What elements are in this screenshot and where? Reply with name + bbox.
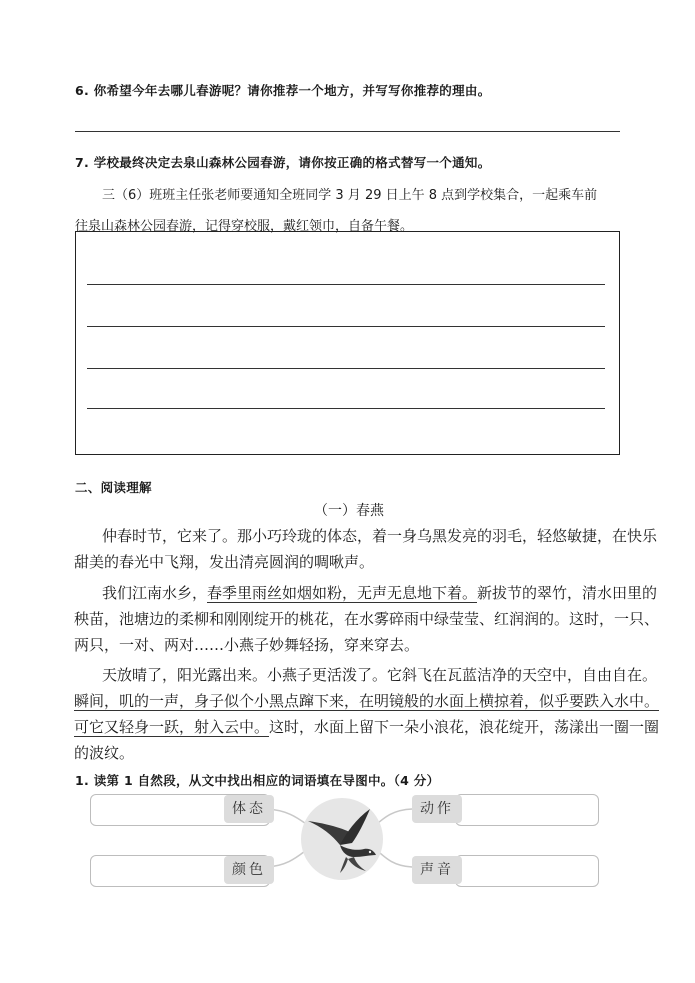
passage-p2-line-3: 两只，一对、两对……小燕子妙舞轻扬，穿来穿去。 bbox=[74, 636, 420, 654]
tag-action: 动作 bbox=[412, 795, 462, 823]
tag-color: 颜色 bbox=[224, 856, 274, 884]
question-7: 7. 学校最终决定去泉山森林公园春游，请你按正确的格式替写一个通知。 bbox=[75, 155, 491, 170]
answer-box-action[interactable] bbox=[455, 794, 599, 826]
passage-p3-line-3: 可它又轻身一跃，射入云中。这时，水面上留下一朵小浪花，浪花绽开，荡漾出一圈一圈 bbox=[74, 718, 660, 736]
writing-line-1[interactable] bbox=[87, 284, 605, 285]
passage-p1-line-2: 甜美的春光中飞翔，发出清亮圆润的啁啾声。 bbox=[74, 553, 375, 571]
swallow-icon bbox=[300, 797, 384, 881]
passage-p3-line-4: 的波纹。 bbox=[74, 744, 135, 762]
underlined-sentence-dive: 瞬间，叽的一声，身子似个小黑点蹿下来，在明镜般的水面上横掠着，似乎要跌入水中。 bbox=[74, 692, 660, 710]
question-6: 6. 你希望今年去哪儿春游呢？请你推荐一个地方，并写写你推荐的理由。 bbox=[75, 83, 491, 98]
passage-p3-line-2 bbox=[74, 688, 659, 715]
question-1: 1. 读第 1 自然段，从文中找出相应的词语填在导图中。（4 分） bbox=[75, 773, 440, 788]
section-heading: 二、阅读理解 bbox=[75, 480, 152, 495]
passage-p3-line-1: 天放晴了，阳光露出来。小燕子更活泼了。它斜飞在瓦蓝洁净的天空中，自由自在。 bbox=[102, 666, 658, 684]
underlined-sentence-rain: 春季里雨丝如烟如粉，无声无息地下着。 bbox=[207, 584, 478, 602]
answer-line-q6[interactable] bbox=[75, 131, 620, 132]
writing-line-3[interactable] bbox=[87, 368, 605, 369]
passage-p1-line-1: 仲春时节，它来了。那小巧玲珑的体态，着一身乌黑发亮的羽毛，轻悠敏捷，在快乐 bbox=[102, 527, 658, 545]
passage-p2-line-2: 秧苗，池塘边的柔柳和刚刚绽开的桃花，在水雾碎雨中绿莹莹、红润润的。这时，一只、 bbox=[74, 610, 660, 628]
notice-prompt-line-2: 往泉山森林公园春游，记得穿校服，戴红领巾，自备午餐。 bbox=[75, 219, 414, 234]
writing-line-4[interactable] bbox=[87, 408, 605, 409]
tag-posture: 体态 bbox=[224, 795, 274, 823]
answer-box-sound[interactable] bbox=[455, 855, 599, 887]
writing-line-2[interactable] bbox=[87, 326, 605, 327]
passage-p2-line-1: 我们江南水乡，春季里雨丝如烟如粉，无声无息地下着。新拔节的翠竹，清水田里的 bbox=[102, 584, 658, 602]
underlined-sentence-soar: 可它又轻身一跃，射入云中。 bbox=[74, 718, 270, 736]
tag-sound: 声音 bbox=[412, 856, 462, 884]
notice-writing-box[interactable] bbox=[75, 231, 620, 455]
notice-prompt-line-1: 三（6）班班主任张老师要通知全班同学 3 月 29 日上午 8 点到学校集合，一起乘车前 bbox=[102, 188, 598, 203]
reading-title: （一）春燕 bbox=[314, 503, 384, 519]
